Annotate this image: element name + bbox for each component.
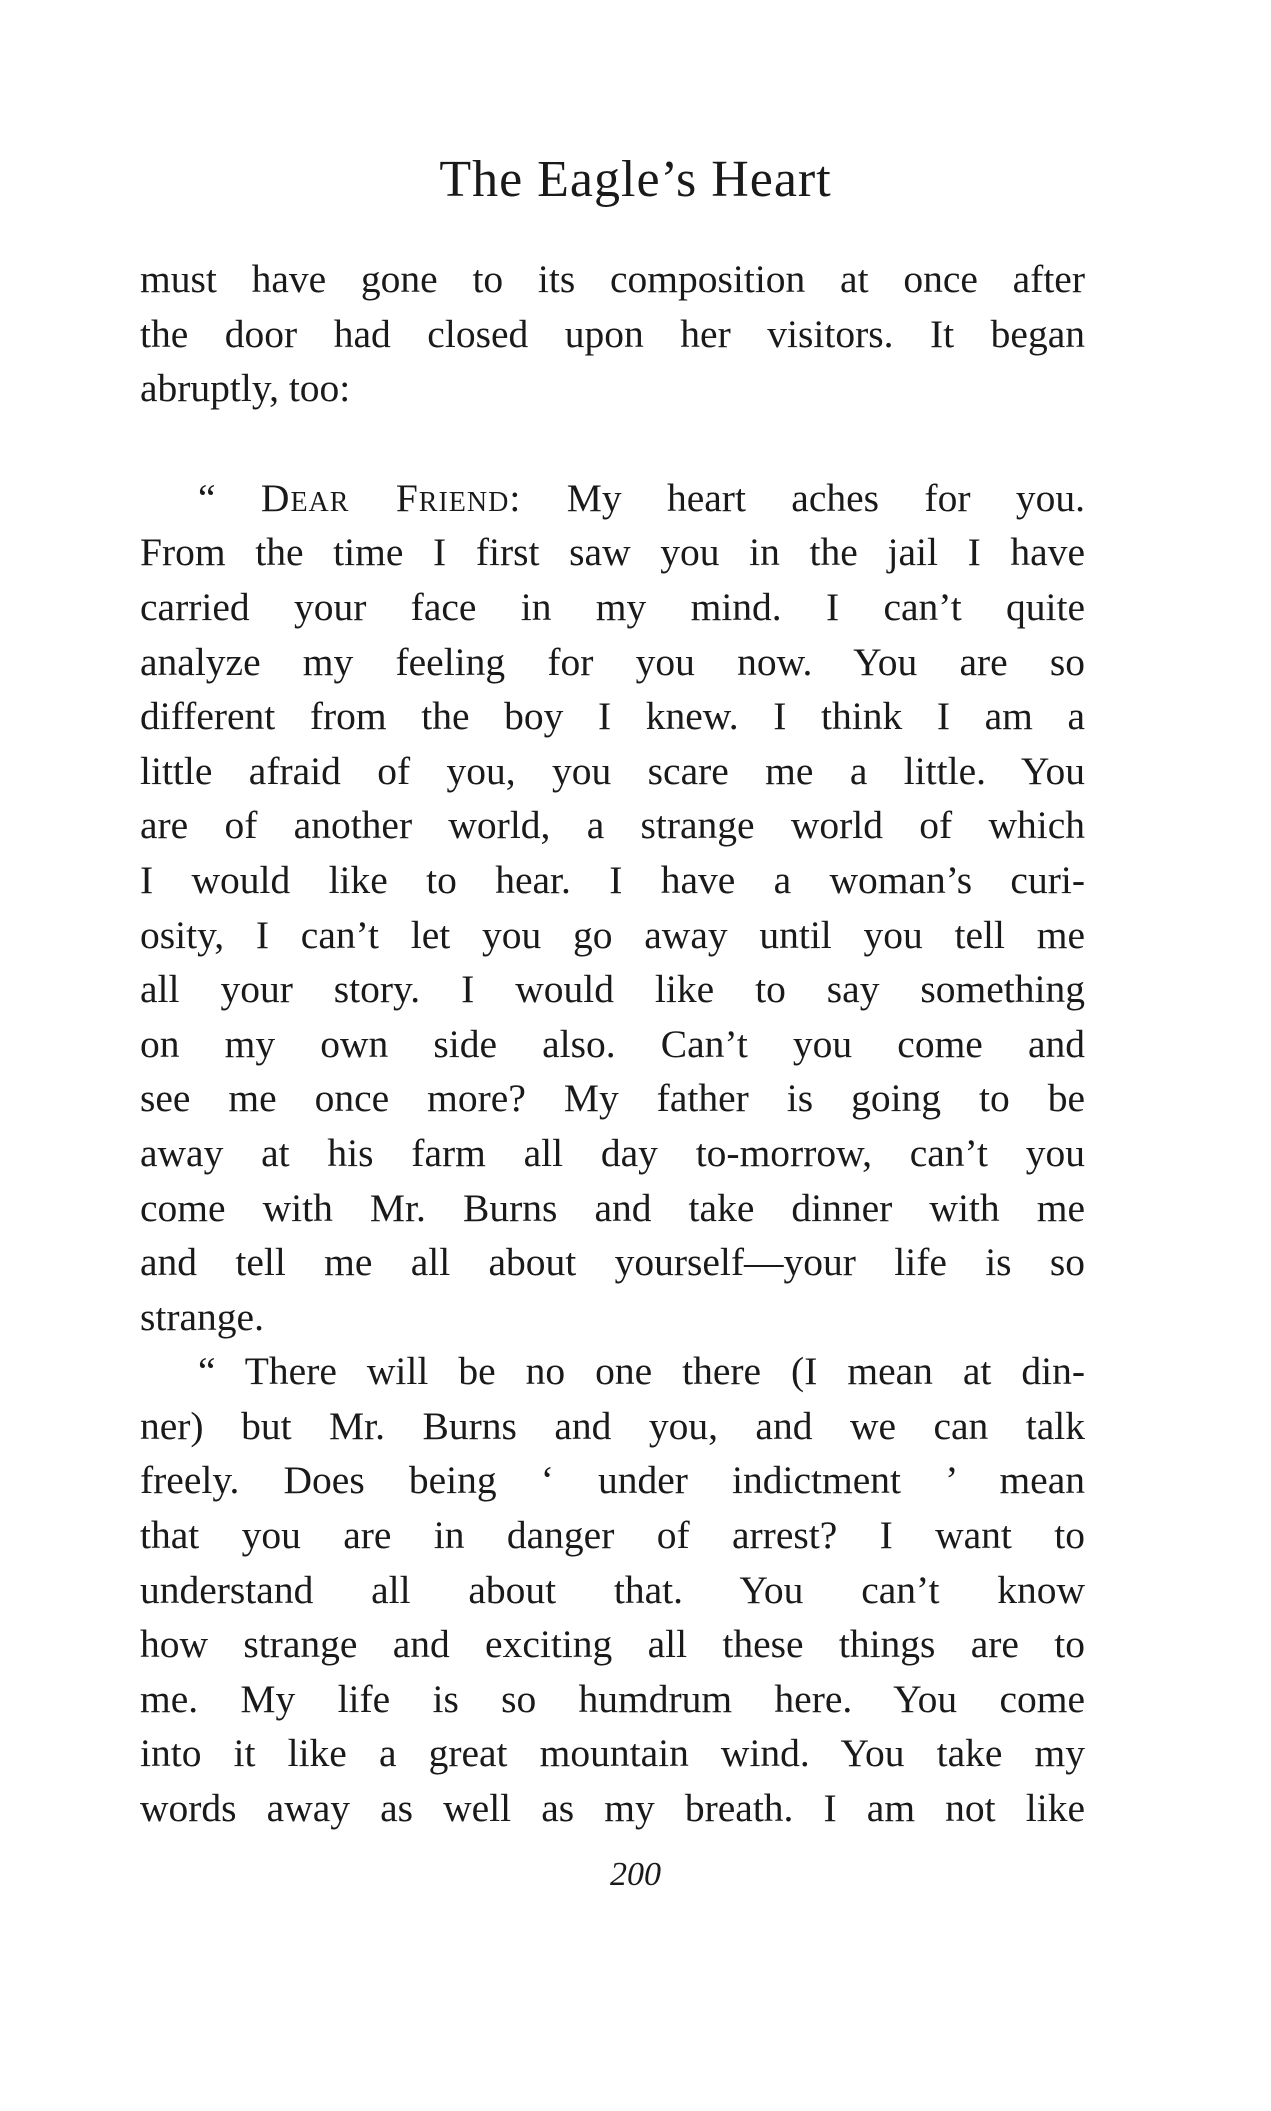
text-line: words away as well as my breath. I am not like [140,1786,1085,1831]
body-text [140,252,1085,1836]
page-number: 200 [610,1856,661,1893]
text-line: into it like a great mountain wind. You take my [140,1731,1085,1776]
text-line: little afraid of you, you scare me a little. You [140,748,1085,793]
text-line: freely. Does being ‘ under indictment ’ mean [140,1458,1085,1503]
text-line: osity, I can’t let you go away until you tell me [140,912,1085,957]
text-line: ner) but Mr. Burns and you, and we can talk [140,1403,1085,1448]
paragraph-gap [140,416,1085,471]
text-line: From the time I first saw you in the jail I have [140,530,1085,575]
text-line: how strange and exciting all these things are to [140,1622,1085,1667]
letter-first-line: My heart aches for you. [521,475,1085,520]
text-line: understand all about that. You can’t know [140,1567,1085,1612]
running-header: The Eagle’s Heart [439,151,832,208]
text-line: come with Mr. Burns and take dinner with me [140,1185,1085,1230]
text-line: analyze my feeling for you now. You are so [140,639,1085,684]
opening-quote: “ [198,475,261,520]
text-line: all your story. I would like to say something [140,967,1085,1012]
text-line: are of another world, a strange world of which [140,803,1085,848]
text-line: that you are in danger of arrest? I want to [140,1513,1085,1558]
text-line: and tell me all about yourself—your life is so [140,1240,1085,1285]
text-line: different from the boy I knew. I think I am a [140,694,1085,739]
text-line: abruptly, too: [140,366,351,411]
text-line: me. My life is so humdrum here. You come [140,1676,1085,1721]
text-line: carried your face in my mind. I can’t quite [140,584,1085,629]
letter-opening-line [140,471,1085,526]
text-line: I would like to hear. I have a woman’s curi- [140,857,1085,902]
text-line: “ There will be no one there (I mean at din- [198,1349,1085,1394]
letter-salutation: Dear Friend: [260,475,522,520]
text-line: strange. [140,1294,264,1339]
text-line: see me once more? My father is going to be [140,1076,1085,1121]
text-line: on my own side also. Can’t you come and [140,1021,1085,1066]
text-line: must have gone to its composition at once after [140,257,1085,301]
text-line: away at his farm all day to-morrow, can’t you [140,1130,1085,1175]
text-line: the door had closed upon her visitors. It began [140,311,1085,356]
